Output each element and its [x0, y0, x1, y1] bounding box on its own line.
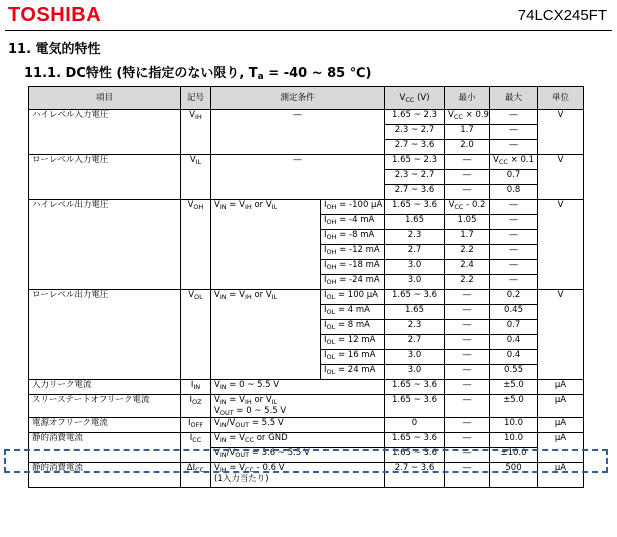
vcc-cell: 2.3 ~ 2.7 [385, 170, 445, 185]
vcc-cell: 3.0 [385, 275, 445, 290]
condition-cell: $V_{IN} = 0$ ~ 5.5 V [211, 380, 385, 395]
vcc-cell: 1.65 ~ 2.3 [385, 155, 445, 170]
max-cell: ― [490, 230, 538, 245]
min-cell: $V_{CC} \times 0.9$ [445, 110, 490, 125]
header-item: 項目 [29, 87, 181, 110]
param-symbol: $I_{CC}$ [181, 433, 211, 463]
min-cell: 1.7 [445, 230, 490, 245]
unit-cell: µA [538, 418, 584, 433]
condition-cell: $V_{IN} = V_{IH}$ or $V_{IL}$ [211, 290, 321, 380]
vcc-cell: 1.65 ~ 3.6 [385, 395, 445, 418]
max-cell: ― [490, 110, 538, 125]
max-cell: ― [490, 275, 538, 290]
max-cell: ― [490, 125, 538, 140]
table-row [29, 418, 584, 433]
max-cell: 10.0 [490, 418, 538, 433]
vcc-cell: 2.7 ~ 3.6 [385, 463, 445, 488]
subcondition-cell: $I_{OL} = 100$ µA [321, 290, 385, 305]
table-row [29, 395, 584, 418]
param-symbol: $\Delta I_{CC}$ [181, 463, 211, 488]
header-min: 最小 [445, 87, 490, 110]
param-symbol: $I_{OZ}$ [181, 395, 211, 418]
max-cell: 0.7 [490, 170, 538, 185]
table-row [29, 380, 584, 395]
max-cell: 500 [490, 463, 538, 488]
condition-cell: $V_{IH} = V_{CC} - 0.6$ V (1入力当たり) [211, 463, 385, 488]
max-cell: 0.4 [490, 335, 538, 350]
table-row [29, 200, 584, 215]
min-cell: 2.4 [445, 260, 490, 275]
unit-cell: V [538, 290, 584, 380]
vcc-cell: 1.65 ~ 2.3 [385, 110, 445, 125]
param-name: スリーステートオフリーク電流 [29, 395, 181, 418]
max-cell: ― [490, 245, 538, 260]
min-cell: 1.05 [445, 215, 490, 230]
vcc-cell: 1.65 ~ 3.6 [385, 433, 445, 448]
subcondition-cell: $I_{OL} = 12$ mA [321, 335, 385, 350]
min-cell: ― [445, 335, 490, 350]
unit-cell: V [538, 155, 584, 200]
min-cell: ― [445, 380, 490, 395]
vcc-cell: 3.0 [385, 365, 445, 380]
min-cell: ― [445, 418, 490, 433]
vcc-cell: 0 [385, 418, 445, 433]
subsection-title: 11.1. DC特性 (特に指定のない限り, $T_a = -40$ ~ 85 ℃) [24, 66, 372, 82]
min-cell: ― [445, 395, 490, 418]
max-cell: ±5.0 [490, 380, 538, 395]
vcc-cell: 2.7 ~ 3.6 [385, 185, 445, 200]
min-cell: ― [445, 365, 490, 380]
header-vcc: $V_{CC}$ (V) [385, 87, 445, 110]
vcc-cell: 2.3 ~ 2.7 [385, 125, 445, 140]
vcc-cell: 2.7 [385, 335, 445, 350]
param-symbol: $V_{OL}$ [181, 290, 211, 380]
toshiba-logo: TOSHIBA [8, 4, 102, 26]
vcc-cell: 2.7 ~ 3.6 [385, 140, 445, 155]
max-cell: ― [490, 200, 538, 215]
param-symbol: $I_{IN}$ [181, 380, 211, 395]
dc-characteristics-table [28, 86, 584, 488]
condition-cell: $V_{IN}/V_{OUT} = 3.6$ ~ 5.5 V [211, 448, 385, 463]
max-cell: ― [490, 215, 538, 230]
min-cell: 2.2 [445, 275, 490, 290]
vcc-cell: 3.0 [385, 350, 445, 365]
param-symbol: $V_{IL}$ [181, 155, 211, 200]
vcc-cell: 1.65 [385, 215, 445, 230]
vcc-cell: 1.65 ~ 3.6 [385, 448, 445, 463]
max-cell: 0.4 [490, 350, 538, 365]
min-cell: ― [445, 305, 490, 320]
unit-cell: µA [538, 380, 584, 395]
min-cell: ― [445, 185, 490, 200]
condition-cell: $V_{IN} = V_{CC}$ or GND [211, 433, 385, 448]
header-max: 最大 [490, 87, 538, 110]
min-cell: 2.0 [445, 140, 490, 155]
subcondition-cell: $I_{OL} = 8$ mA [321, 320, 385, 335]
header-condition: 測定条件 [211, 87, 385, 110]
table-row [29, 155, 584, 170]
subcondition-cell: $I_{OL} = 4$ mA [321, 305, 385, 320]
vcc-cell: 1.65 ~ 3.6 [385, 200, 445, 215]
header-symbol: 記号 [181, 87, 211, 110]
condition-cell: ― [211, 110, 385, 155]
vcc-cell: 2.3 [385, 320, 445, 335]
unit-cell: V [538, 200, 584, 290]
max-cell: 0.55 [490, 365, 538, 380]
vcc-cell: 2.7 [385, 245, 445, 260]
max-cell: 0.8 [490, 185, 538, 200]
table-row [29, 110, 584, 125]
subcondition-cell: $I_{OL} = 16$ mA [321, 350, 385, 365]
param-symbol: $V_{OH}$ [181, 200, 211, 290]
param-name: ローレベル入力電圧 [29, 155, 181, 200]
table-header-row [29, 87, 584, 110]
part-number: 74LCX245FT [517, 7, 607, 24]
min-cell: 2.2 [445, 245, 490, 260]
subcondition-cell: $I_{OH} = -100$ µA [321, 200, 385, 215]
vcc-cell: 2.3 [385, 230, 445, 245]
param-name: ローレベル出力電圧 [29, 290, 181, 380]
max-cell: ±5.0 [490, 395, 538, 418]
section-title: 11. 電気的特性 [8, 42, 101, 57]
condition-cell: $V_{IN} = V_{IH}$ or $V_{IL}$ $V_{OUT} = 0$ ~ 5.5 V [211, 395, 385, 418]
max-cell: $V_{CC} \times 0.1$ [490, 155, 538, 170]
min-cell: ― [445, 448, 490, 463]
max-cell: 0.7 [490, 320, 538, 335]
max-cell: 0.2 [490, 290, 538, 305]
max-cell: ±10.0 [490, 448, 538, 463]
min-cell: ― [445, 155, 490, 170]
subcondition-cell: $I_{OL} = 24$ mA [321, 365, 385, 380]
vcc-cell: 1.65 ~ 3.6 [385, 290, 445, 305]
vcc-cell: 1.65 ~ 3.6 [385, 380, 445, 395]
subcondition-cell: $I_{OH} = -24$ mA [321, 275, 385, 290]
max-cell: 0.45 [490, 305, 538, 320]
condition-cell: $V_{IN}/V_{OUT} = 5.5$ V [211, 418, 385, 433]
table-row [29, 463, 584, 488]
param-name: 入力リーク電流 [29, 380, 181, 395]
min-cell: ― [445, 320, 490, 335]
param-name: 電源オフリーク電流 [29, 418, 181, 433]
condition-cell: ― [211, 155, 385, 200]
min-cell: ― [445, 290, 490, 305]
table-row [29, 290, 584, 305]
min-cell: ― [445, 463, 490, 488]
header-unit: 単位 [538, 87, 584, 110]
max-cell: ― [490, 140, 538, 155]
min-cell: 1.7 [445, 125, 490, 140]
unit-cell: µA [538, 463, 584, 488]
min-cell: ― [445, 433, 490, 448]
max-cell: 10.0 [490, 433, 538, 448]
vcc-cell: 3.0 [385, 260, 445, 275]
param-name: 静的消費電流 [29, 463, 181, 488]
param-name: 静的消費電流 [29, 433, 181, 463]
unit-cell: µA [538, 395, 584, 418]
subcondition-cell: $I_{OH} = -4$ mA [321, 215, 385, 230]
param-symbol: $V_{IH}$ [181, 110, 211, 155]
min-cell: ― [445, 170, 490, 185]
unit-cell: V [538, 110, 584, 155]
header-divider [5, 30, 612, 31]
table-row [29, 433, 584, 448]
max-cell: ― [490, 260, 538, 275]
condition-cell: $V_{IN} = V_{IH}$ or $V_{IL}$ [211, 200, 321, 290]
unit-cell: µA [538, 433, 584, 463]
min-cell: $V_{CC} - 0.2$ [445, 200, 490, 215]
subcondition-cell: $I_{OH} = -18$ mA [321, 260, 385, 275]
subcondition-cell: $I_{OH} = -8$ mA [321, 230, 385, 245]
vcc-cell: 1.65 [385, 305, 445, 320]
min-cell: ― [445, 350, 490, 365]
param-name: ハイレベル入力電圧 [29, 110, 181, 155]
param-symbol: $I_{OFF}$ [181, 418, 211, 433]
param-name: ハイレベル出力電圧 [29, 200, 181, 290]
subcondition-cell: $I_{OH} = -12$ mA [321, 245, 385, 260]
